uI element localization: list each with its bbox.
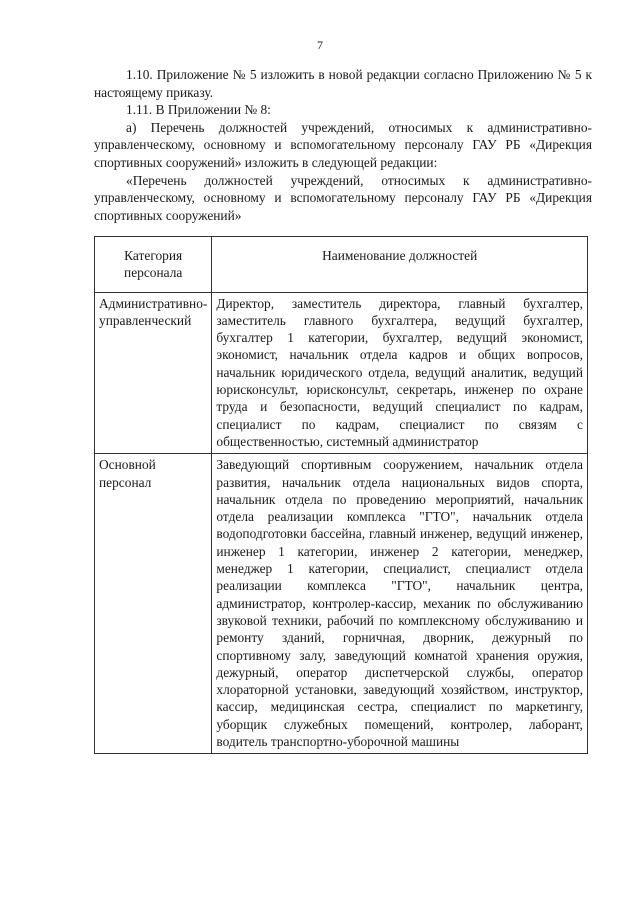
positions-table (94, 236, 588, 754)
row-positions-admin: Директор, заместитель директора, главный бухгалтер, заместитель главного бухгалтера, ведущий бухгалтер, бухгалтер 1 категории, бухгалтер, ведущий экономист, экономист, начальник отдела кадров и общих вопросов, начальник юридического отдела, ведущий аналитик, ведущий юрисконсульт, юрисконсульт, секретарь, инженер по охране труда и безопасности, ведущий специалист по кадрам, специалист по кадрам, специалист по связям с общественностью, системный администратор (212, 292, 588, 454)
row-category-main: Основной персонал (95, 454, 212, 754)
header-positions: Наименование должностей (212, 237, 588, 293)
page-number: 7 (317, 38, 323, 52)
table-header-row (95, 237, 588, 293)
positions-table-container (94, 236, 588, 754)
paragraph-a: а) Перечень должностей учреждений, относимых к административно-управленческому, основному и вспомогательному персоналу ГАУ РБ «Дирекция спортивных сооружений» изложить в следующей редакции: (94, 119, 592, 170)
header-category: Категория персонала (95, 237, 212, 293)
body-text (94, 66, 592, 224)
table-row (95, 454, 588, 754)
paragraph-1-10: 1.10. Приложение № 5 изложить в новой редакции согласно Приложению № 5 к настоящему приказу. (94, 67, 592, 100)
table-row (95, 292, 588, 454)
paragraph-list-title: «Перечень должностей учреждений, относимых к административно-управленческому, основному и вспомогательному персоналу ГАУ РБ «Дирекция спортивных сооружений» (94, 172, 592, 223)
row-category-admin: Административно-управленческий (95, 292, 212, 454)
paragraph-1-11: 1.11. В Приложении № 8: (126, 102, 271, 118)
row-positions-main: Заведующий спортивным сооружением, начальник отдела развития, начальник отдела национальных видов спорта, начальник отдела по проведению мероприятий, начальник отдела реализации комплекса "ГТО", начальник отдела водоподготовки бассейна, главный инженер, ведущий инженер, инженер 1 категории, инженер 2 категории, менеджер, менеджер 1 категории, специалист, специалист отдела реализации комплекса "ГТО", начальник центра, администратор, контролер-кассир, механик по обслуживанию звуковой техники, рабочий по комплексному обслуживанию и ремонту зданий, горничная, дворник, дежурный по спортивному залу, заведующий комнатой хранения оружия, дежурный, оператор диспетчерской службы, оператор хлораторной установки, заведующий хозяйством, инструктор, кассир, медицинская сестра, специалист по маркетингу, уборщик служебных помещений, контролер, лаборант, водитель транспортно-уборочной машины (212, 454, 588, 754)
